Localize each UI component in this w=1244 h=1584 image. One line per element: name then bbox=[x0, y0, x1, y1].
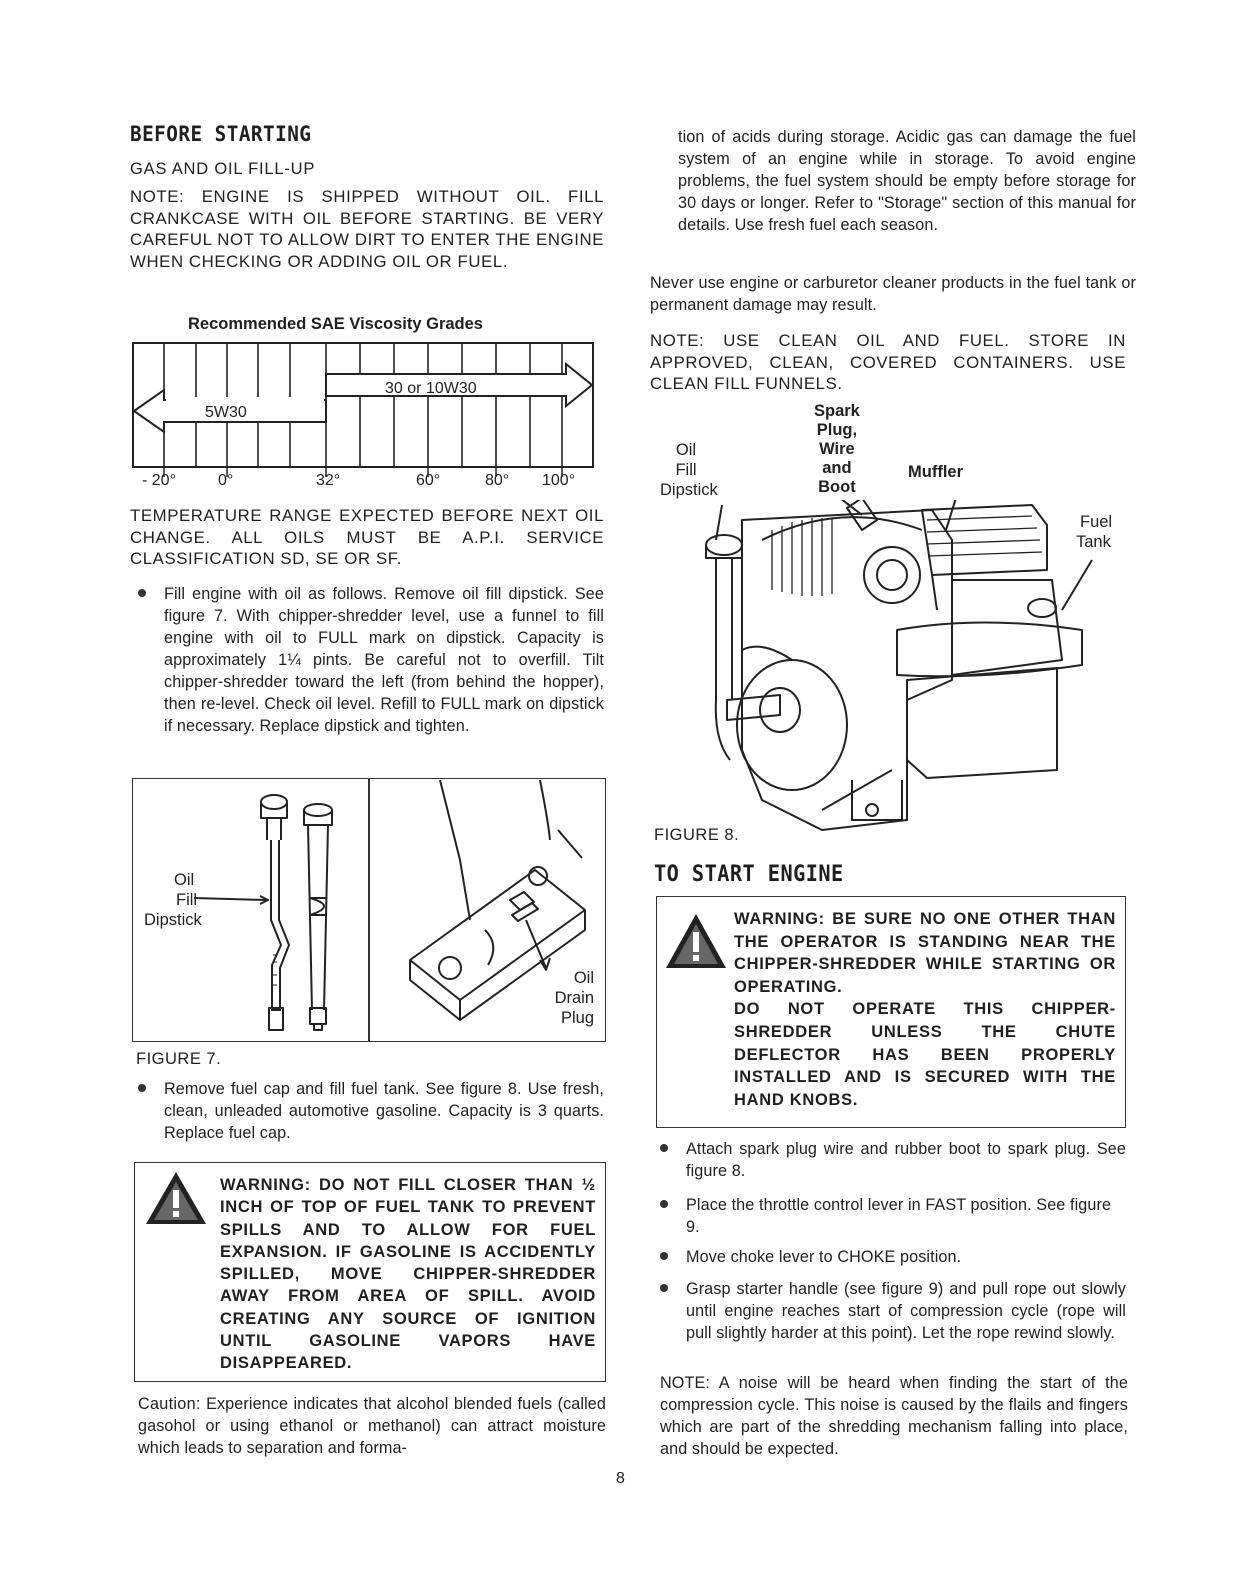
note-noise-label: NOTE: bbox=[660, 1374, 710, 1392]
warning-start-text bbox=[734, 908, 1116, 1111]
note-compression-noise bbox=[660, 1372, 1128, 1460]
note-engine-shipped-without-oil: NOTE: ENGINE IS SHIPPED WITHOUT OIL. FILL CRANKCASE WITH OIL BEFORE STARTING. BE VERY CAREFUL NOT TO ALLOW DIRT TO ENTER THE ENGINE WHEN CHECKING OR ADDING OIL OR FUEL. bbox=[130, 187, 604, 271]
label-spark-plug-wire-boot: Spark Plug, Wire and Boot bbox=[814, 402, 860, 496]
cleaner-warning-text: Never use engine or carburetor cleaner products in the fuel tank or permanent damage may result. bbox=[650, 274, 1136, 314]
figure-8-caption: FIGURE 8. bbox=[654, 826, 740, 844]
viscosity-chart-title: Recommended SAE Viscosity Grades bbox=[188, 315, 483, 333]
subheading-gas-oil-fill-up: GAS AND OIL FILL-UP bbox=[130, 160, 316, 178]
label-muffler: Muffler bbox=[908, 463, 963, 481]
bullet-throttle-fast: Place the throttle control lever in FAST position. See figure 9. bbox=[660, 1194, 1126, 1238]
bullet-fill-fuel-text: Remove fuel cap and fill fuel tank. See figure 8. Use fresh, clean, unleaded automotive gasoline. Capacity is 3 quarts. Replace fuel cap. bbox=[164, 1080, 604, 1142]
page-number: 8 bbox=[616, 1470, 625, 1487]
warning-fuel-text: WARNING: DO NOT FILL CLOSER THAN ½ INCH OF TOP OF FUEL TANK TO PREVENT SPILLS AND TO ALLOW FOR FUEL EXPANSION. IF GASOLINE IS ACCIDENTLY SPILLED, MOVE CHIPPER-SHREDDER AWAY FROM AREA OF SPILL. AVOID CREATING ANY SOURCE OF IGNITION UNTIL GASOLINE VAPORS HAVE DISAPPEARED. bbox=[220, 1176, 596, 1373]
bullet-dot bbox=[660, 1200, 668, 1208]
bullet-dot bbox=[660, 1252, 668, 1260]
bullet-dot bbox=[660, 1284, 668, 1292]
warning-triangle-icon bbox=[664, 912, 728, 970]
bullet-fill-fuel bbox=[138, 1078, 604, 1144]
warning-start-text-1: WARNING: BE SURE NO ONE OTHER THAN THE OPERATOR IS STANDING NEAR THE CHIPPER-SHREDDER WHILE STARTING OR OPERATING. bbox=[734, 910, 1116, 996]
label-oil-drain-plug: Oil Drain Plug bbox=[554, 969, 594, 1027]
caution-text: Experience indicates that alcohol blended fuels (called gasohol or using ethanol or methanol) can attract moisture which leads to separation and forma- bbox=[138, 1395, 606, 1457]
bullet-attach-spark-plug: Attach spark plug wire and rubber boot to spark plug. See figure 8. bbox=[660, 1138, 1126, 1182]
temp-tick-minus20: - 20° bbox=[142, 472, 176, 489]
bullet-dot bbox=[138, 589, 146, 597]
temp-tick-100: 100° bbox=[542, 472, 576, 489]
bullet-starter-handle: Grasp starter handle (see figure 9) and pull rope out slowly until engine reaches start of compression cycle (rope will pull slightly harder at this point). Let the rope rewind slowly. bbox=[660, 1278, 1126, 1344]
band-label-5w30: 5W30 bbox=[205, 404, 247, 421]
warning-start-text-2: DO NOT OPERATE THIS CHIPPER-SHREDDER UNLESS THE CHUTE DEFLECTOR HAS BEEN PROPERLY INSTALLED AND IS SECURED WITH THE HAND KNOBS. bbox=[734, 1000, 1116, 1109]
band-label-30-10w30: 30 or 10W30 bbox=[385, 380, 477, 397]
temperature-range-note: TEMPERATURE RANGE EXPECTED BEFORE NEXT OIL CHANGE. ALL OILS MUST BE A.P.I. SERVICE CLASSIFICATION SD, SE OR SF. bbox=[130, 506, 604, 568]
bullet-fill-oil bbox=[138, 583, 604, 737]
bullet-choke: Move choke lever to CHOKE position. bbox=[660, 1246, 1126, 1268]
viscosity-chart bbox=[130, 340, 606, 500]
caution-paragraph bbox=[138, 1393, 606, 1459]
bullet-fill-oil-text: Fill engine with oil as follows. Remove oil fill dipstick. See figure 7. With chipper-shredder level, use a funnel to fill engine with oil to FULL mark on dipstick. Capacity is approximately 1¼ pints. Be careful not to overfill. Tilt chipper-shredder toward the left (from behind the hopper), then re-level. Check oil level. Refill to FULL mark on dipstick if necessary. Replace dipstick and tighten. bbox=[164, 585, 604, 735]
temp-tick-80: 80° bbox=[485, 472, 510, 489]
temp-tick-0: 0° bbox=[218, 472, 234, 489]
section-title-before-starting: BEFORE STARTING bbox=[130, 122, 312, 146]
caution-label: Caution: bbox=[138, 1395, 201, 1413]
temp-tick-32: 32° bbox=[316, 472, 341, 489]
bullet-dot bbox=[138, 1084, 146, 1092]
section-title-to-start-engine: TO START ENGINE bbox=[654, 862, 844, 887]
note-noise-text: A noise will be heard when finding the start of the compression cycle. This noise is caused by the flails and fingers which are part of the shredding mechanism falling into place, and should be expected. bbox=[660, 1374, 1128, 1458]
figure-7-caption: FIGURE 7. bbox=[136, 1050, 222, 1068]
label-fuel-tank: Fuel Tank bbox=[1076, 513, 1113, 551]
storage-continued-text: tion of acids during storage. Acidic gas can damage the fuel system of an engine while in storage. To avoid engine problems, the fuel system should be empty before storage for 30 days or longer. Refer to "Storage" section of this manual for details. Use fresh fuel each season. bbox=[678, 128, 1136, 234]
label-oil-fill-dipstick-fig7: Oil Fill Dipstick bbox=[144, 871, 202, 929]
note-clean-oil-fuel: NOTE: USE CLEAN OIL AND FUEL. STORE IN APPROVED, CLEAN, COVERED CONTAINERS. USE CLEAN FILL FUNNELS. bbox=[650, 331, 1126, 393]
warning-triangle-icon bbox=[144, 1170, 208, 1226]
temp-tick-60: 60° bbox=[416, 472, 441, 489]
label-oil-fill-dipstick-fig8: Oil Fill Dipstick bbox=[660, 441, 718, 499]
bullet-dot bbox=[660, 1144, 668, 1152]
